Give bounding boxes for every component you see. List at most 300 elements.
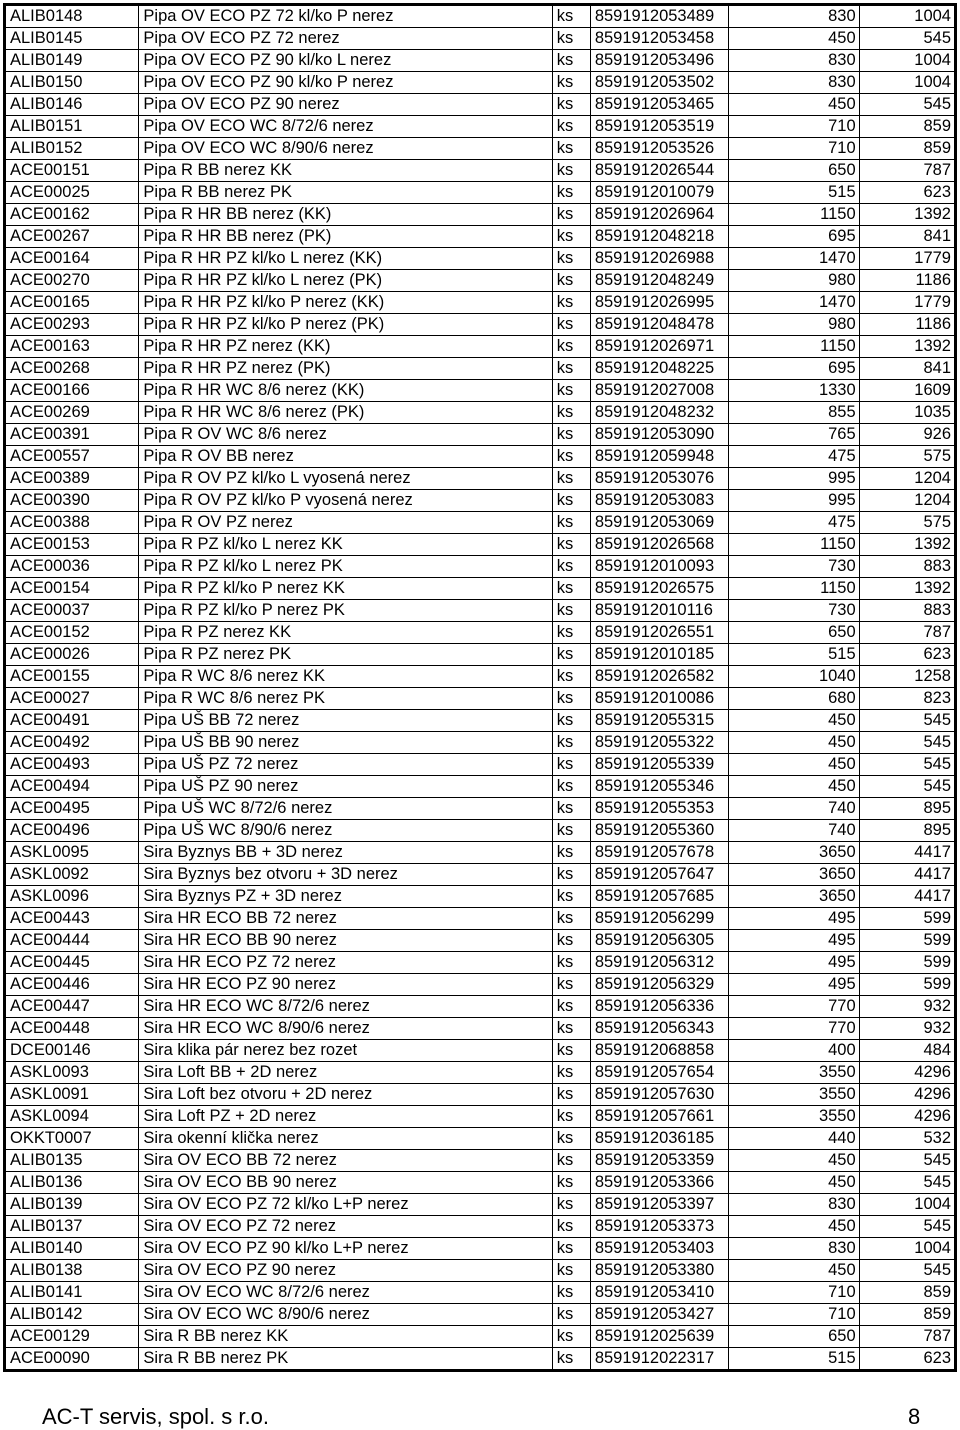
price-cell: 450	[729, 1216, 859, 1238]
item-code-cell: ACE00494	[5, 776, 139, 798]
table-row	[5, 490, 956, 512]
price-vat-cell: 1186	[859, 314, 955, 336]
item-code-cell: ACE00162	[5, 204, 139, 226]
ean-cell: 8591912026575	[590, 578, 728, 600]
unit-cell: ks	[552, 292, 590, 314]
ean-cell: 8591912053403	[590, 1238, 728, 1260]
ean-cell: 8591912055322	[590, 732, 728, 754]
ean-cell: 8591912026568	[590, 534, 728, 556]
item-code-cell: ACE00152	[5, 622, 139, 644]
item-name-cell: Sira OV ECO BB 90 nerez	[139, 1172, 552, 1194]
item-name-cell: Sira OV ECO PZ 72 nerez	[139, 1216, 552, 1238]
table-row	[5, 358, 956, 380]
item-code-cell: ACE00037	[5, 600, 139, 622]
price-vat-cell: 4417	[859, 886, 955, 908]
price-vat-cell: 787	[859, 1326, 955, 1348]
item-name-cell: Pipa R HR WC 8/6 nerez (KK)	[139, 380, 552, 402]
item-name-cell: Pipa OV ECO PZ 72 nerez	[139, 28, 552, 50]
item-name-cell: Sira Byznys PZ + 3D nerez	[139, 886, 552, 908]
unit-cell: ks	[552, 424, 590, 446]
table-row	[5, 50, 956, 72]
ean-cell: 8591912056299	[590, 908, 728, 930]
item-name-cell: Pipa R PZ kl/ko P nerez PK	[139, 600, 552, 622]
ean-cell: 8591912057661	[590, 1106, 728, 1128]
unit-cell: ks	[552, 72, 590, 94]
item-code-cell: ALIB0152	[5, 138, 139, 160]
ean-cell: 8591912027008	[590, 380, 728, 402]
price-cell: 515	[729, 1348, 859, 1371]
item-name-cell: Sira HR ECO BB 72 nerez	[139, 908, 552, 930]
unit-cell: ks	[552, 1018, 590, 1040]
ean-cell: 8591912053397	[590, 1194, 728, 1216]
item-code-cell: ACE00165	[5, 292, 139, 314]
price-cell: 450	[729, 776, 859, 798]
price-vat-cell: 1004	[859, 5, 955, 28]
unit-cell: ks	[552, 402, 590, 424]
unit-cell: ks	[552, 578, 590, 600]
unit-cell: ks	[552, 204, 590, 226]
unit-cell: ks	[552, 1194, 590, 1216]
item-code-cell: ACE00270	[5, 270, 139, 292]
table-row	[5, 468, 956, 490]
price-vat-cell: 787	[859, 160, 955, 182]
ean-cell: 8591912059948	[590, 446, 728, 468]
item-name-cell: Sira R BB nerez PK	[139, 1348, 552, 1371]
price-cell: 400	[729, 1040, 859, 1062]
price-cell: 495	[729, 974, 859, 996]
table-row	[5, 908, 956, 930]
price-vat-cell: 545	[859, 776, 955, 798]
unit-cell: ks	[552, 116, 590, 138]
unit-cell: ks	[552, 28, 590, 50]
item-code-cell: ACE00151	[5, 160, 139, 182]
item-name-cell: Pipa R HR PZ kl/ko L nerez (KK)	[139, 248, 552, 270]
price-cell: 765	[729, 424, 859, 446]
price-vat-cell: 932	[859, 996, 955, 1018]
ean-cell: 8591912048232	[590, 402, 728, 424]
table-row	[5, 1172, 956, 1194]
table-row	[5, 116, 956, 138]
item-code-cell: ALIB0151	[5, 116, 139, 138]
ean-cell: 8591912057654	[590, 1062, 728, 1084]
item-code-cell: ACE00164	[5, 248, 139, 270]
item-name-cell: Pipa UŠ BB 72 nerez	[139, 710, 552, 732]
item-name-cell: Sira HR ECO PZ 90 nerez	[139, 974, 552, 996]
ean-cell: 8591912053359	[590, 1150, 728, 1172]
price-vat-cell: 623	[859, 644, 955, 666]
item-code-cell: ASKL0095	[5, 842, 139, 864]
unit-cell: ks	[552, 1172, 590, 1194]
table-row	[5, 336, 956, 358]
table-row	[5, 72, 956, 94]
item-code-cell: ALIB0142	[5, 1304, 139, 1326]
item-name-cell: Pipa R PZ nerez KK	[139, 622, 552, 644]
item-code-cell: ACE00496	[5, 820, 139, 842]
price-cell: 495	[729, 952, 859, 974]
item-name-cell: Pipa R BB nerez PK	[139, 182, 552, 204]
ean-cell: 8591912048478	[590, 314, 728, 336]
unit-cell: ks	[552, 270, 590, 292]
price-vat-cell: 1186	[859, 270, 955, 292]
price-vat-cell: 599	[859, 974, 955, 996]
unit-cell: ks	[552, 490, 590, 512]
unit-cell: ks	[552, 622, 590, 644]
price-cell: 855	[729, 402, 859, 424]
price-vat-cell: 1204	[859, 468, 955, 490]
table-row	[5, 138, 956, 160]
unit-cell: ks	[552, 1150, 590, 1172]
unit-cell: ks	[552, 798, 590, 820]
unit-cell: ks	[552, 1062, 590, 1084]
item-name-cell: Pipa OV ECO PZ 72 kl/ko P nerez	[139, 5, 552, 28]
item-code-cell: ASKL0091	[5, 1084, 139, 1106]
ean-cell: 8591912010185	[590, 644, 728, 666]
item-code-cell: ACE00446	[5, 974, 139, 996]
item-name-cell: Pipa R OV BB nerez	[139, 446, 552, 468]
unit-cell: ks	[552, 5, 590, 28]
ean-cell: 8591912053069	[590, 512, 728, 534]
price-cell: 710	[729, 1304, 859, 1326]
ean-cell: 8591912056305	[590, 930, 728, 952]
table-row	[5, 1348, 956, 1371]
unit-cell: ks	[552, 688, 590, 710]
item-name-cell: Pipa R PZ kl/ko L nerez PK	[139, 556, 552, 578]
item-name-cell: Pipa R PZ nerez PK	[139, 644, 552, 666]
unit-cell: ks	[552, 94, 590, 116]
item-code-cell: ACE00026	[5, 644, 139, 666]
price-vat-cell: 599	[859, 952, 955, 974]
item-name-cell: Pipa R HR BB nerez (PK)	[139, 226, 552, 248]
item-name-cell: Pipa UŠ PZ 72 nerez	[139, 754, 552, 776]
price-vat-cell: 1392	[859, 578, 955, 600]
item-name-cell: Pipa UŠ BB 90 nerez	[139, 732, 552, 754]
price-cell: 830	[729, 72, 859, 94]
item-code-cell: ALIB0136	[5, 1172, 139, 1194]
price-vat-cell: 1779	[859, 248, 955, 270]
unit-cell: ks	[552, 1128, 590, 1150]
price-vat-cell: 484	[859, 1040, 955, 1062]
price-cell: 1150	[729, 578, 859, 600]
item-name-cell: Pipa R OV PZ nerez	[139, 512, 552, 534]
ean-cell: 8591912056343	[590, 1018, 728, 1040]
item-name-cell: Pipa R OV PZ kl/ko L vyosená nerez	[139, 468, 552, 490]
price-cell: 830	[729, 1194, 859, 1216]
table-row	[5, 776, 956, 798]
table-row	[5, 1062, 956, 1084]
price-list-body	[5, 5, 956, 1371]
table-row	[5, 94, 956, 116]
price-vat-cell: 1392	[859, 534, 955, 556]
item-code-cell: ACE00391	[5, 424, 139, 446]
ean-cell: 8591912026995	[590, 292, 728, 314]
unit-cell: ks	[552, 1304, 590, 1326]
unit-cell: ks	[552, 974, 590, 996]
price-vat-cell: 545	[859, 1172, 955, 1194]
unit-cell: ks	[552, 886, 590, 908]
item-code-cell: ACE00268	[5, 358, 139, 380]
price-vat-cell: 545	[859, 732, 955, 754]
item-code-cell: ACE00163	[5, 336, 139, 358]
price-cell: 980	[729, 314, 859, 336]
item-code-cell: ACE00447	[5, 996, 139, 1018]
price-vat-cell: 545	[859, 1150, 955, 1172]
table-row	[5, 204, 956, 226]
item-name-cell: Sira HR ECO WC 8/72/6 nerez	[139, 996, 552, 1018]
item-code-cell: ALIB0138	[5, 1260, 139, 1282]
item-code-cell: ACE00155	[5, 666, 139, 688]
item-name-cell: Pipa OV ECO WC 8/72/6 nerez	[139, 116, 552, 138]
unit-cell: ks	[552, 248, 590, 270]
price-vat-cell: 623	[859, 182, 955, 204]
item-name-cell: Sira HR ECO BB 90 nerez	[139, 930, 552, 952]
price-vat-cell: 1004	[859, 72, 955, 94]
ean-cell: 8591912053526	[590, 138, 728, 160]
unit-cell: ks	[552, 138, 590, 160]
item-code-cell: ALIB0148	[5, 5, 139, 28]
price-vat-cell: 4417	[859, 842, 955, 864]
item-name-cell: Sira Loft bez otvoru + 2D nerez	[139, 1084, 552, 1106]
ean-cell: 8591912057647	[590, 864, 728, 886]
price-vat-cell: 545	[859, 754, 955, 776]
table-row	[5, 380, 956, 402]
price-vat-cell: 859	[859, 1282, 955, 1304]
unit-cell: ks	[552, 182, 590, 204]
table-row	[5, 512, 956, 534]
price-cell: 450	[729, 710, 859, 732]
item-name-cell: Pipa R HR BB nerez (KK)	[139, 204, 552, 226]
item-name-cell: Pipa R HR PZ kl/ko P nerez (KK)	[139, 292, 552, 314]
ean-cell: 8591912053373	[590, 1216, 728, 1238]
ean-cell: 8591912055360	[590, 820, 728, 842]
item-name-cell: Sira OV ECO WC 8/72/6 nerez	[139, 1282, 552, 1304]
price-cell: 770	[729, 996, 859, 1018]
table-row	[5, 820, 956, 842]
item-code-cell: ACE00491	[5, 710, 139, 732]
item-code-cell: ALIB0149	[5, 50, 139, 72]
table-row	[5, 1128, 956, 1150]
table-row	[5, 1216, 956, 1238]
price-cell: 3650	[729, 886, 859, 908]
table-row	[5, 1018, 956, 1040]
item-code-cell: ACE00090	[5, 1348, 139, 1371]
price-cell: 1150	[729, 204, 859, 226]
unit-cell: ks	[552, 776, 590, 798]
item-code-cell: ALIB0146	[5, 94, 139, 116]
unit-cell: ks	[552, 600, 590, 622]
unit-cell: ks	[552, 512, 590, 534]
item-name-cell: Sira Byznys BB + 3D nerez	[139, 842, 552, 864]
ean-cell: 8591912056336	[590, 996, 728, 1018]
ean-cell: 8591912055315	[590, 710, 728, 732]
unit-cell: ks	[552, 644, 590, 666]
price-cell: 710	[729, 116, 859, 138]
price-cell: 3650	[729, 864, 859, 886]
item-code-cell: ACE00492	[5, 732, 139, 754]
unit-cell: ks	[552, 1348, 590, 1371]
price-cell: 450	[729, 732, 859, 754]
item-code-cell: ALIB0140	[5, 1238, 139, 1260]
item-name-cell: Pipa OV ECO PZ 90 kl/ko P nerez	[139, 72, 552, 94]
unit-cell: ks	[552, 666, 590, 688]
ean-cell: 8591912026551	[590, 622, 728, 644]
price-vat-cell: 926	[859, 424, 955, 446]
ean-cell: 8591912053380	[590, 1260, 728, 1282]
price-cell: 3550	[729, 1084, 859, 1106]
unit-cell: ks	[552, 446, 590, 468]
ean-cell: 8591912053489	[590, 5, 728, 28]
item-name-cell: Pipa R OV WC 8/6 nerez	[139, 424, 552, 446]
ean-cell: 8591912053496	[590, 50, 728, 72]
ean-cell: 8591912068858	[590, 1040, 728, 1062]
price-cell: 995	[729, 490, 859, 512]
item-code-cell: ACE00493	[5, 754, 139, 776]
unit-cell: ks	[552, 468, 590, 490]
table-row	[5, 160, 956, 182]
item-name-cell: Sira Byznys bez otvoru + 3D nerez	[139, 864, 552, 886]
price-vat-cell: 787	[859, 622, 955, 644]
price-vat-cell: 1258	[859, 666, 955, 688]
ean-cell: 8591912053458	[590, 28, 728, 50]
ean-cell: 8591912055339	[590, 754, 728, 776]
price-cell: 650	[729, 1326, 859, 1348]
table-row	[5, 842, 956, 864]
item-name-cell: Pipa R WC 8/6 nerez KK	[139, 666, 552, 688]
price-vat-cell: 623	[923, 1349, 951, 1367]
item-code-cell: ACE00390	[5, 490, 139, 512]
item-name-cell: Pipa OV ECO WC 8/90/6 nerez	[139, 138, 552, 160]
price-cell: 475	[729, 512, 859, 534]
price-cell: 1040	[729, 666, 859, 688]
price-vat-cell: 823	[859, 688, 955, 710]
item-code-cell: ALIB0137	[5, 1216, 139, 1238]
ean-cell: 8591912055353	[590, 798, 728, 820]
unit-cell: ks	[552, 556, 590, 578]
item-name-cell: Pipa UŠ WC 8/90/6 nerez	[139, 820, 552, 842]
unit-cell: ks	[552, 50, 590, 72]
table-row	[5, 1194, 956, 1216]
unit-cell: ks	[552, 1238, 590, 1260]
item-code-cell: ACE00495	[5, 798, 139, 820]
ean-cell: 8591912010093	[590, 556, 728, 578]
price-vat-cell: 4296	[859, 1084, 955, 1106]
table-row	[5, 1040, 956, 1062]
item-name-cell: Sira klika pár nerez bez rozet	[139, 1040, 552, 1062]
table-row	[5, 248, 956, 270]
price-cell: 710	[729, 138, 859, 160]
item-code-cell: ACE00269	[5, 402, 139, 424]
table-row	[5, 798, 956, 820]
price-cell: 695	[729, 226, 859, 248]
table-row	[5, 754, 956, 776]
price-cell: 830	[729, 1238, 859, 1260]
table-row	[5, 644, 956, 666]
ean-cell: 8591912026964	[590, 204, 728, 226]
item-code-cell: ACE00389	[5, 468, 139, 490]
price-vat-cell: 4296	[859, 1062, 955, 1084]
price-cell: 830	[729, 50, 859, 72]
item-code-cell: ALIB0150	[5, 72, 139, 94]
item-name-cell: Sira Loft BB + 2D nerez	[139, 1062, 552, 1084]
item-code-cell: ACE00166	[5, 380, 139, 402]
ean-cell: 8591912053410	[590, 1282, 728, 1304]
price-cell: 440	[729, 1128, 859, 1150]
item-code-cell: ASKL0092	[5, 864, 139, 886]
price-cell: 710	[729, 1282, 859, 1304]
table-row	[5, 1304, 956, 1326]
ean-cell: 8591912053366	[590, 1172, 728, 1194]
table-row	[5, 5, 956, 28]
price-vat-cell: 545	[859, 28, 955, 50]
footer-company-name: AC-T servis, spol. s r.o.	[42, 1404, 269, 1429]
price-vat-cell: 895	[859, 820, 955, 842]
ean-cell: 8591912057630	[590, 1084, 728, 1106]
price-vat-cell: 599	[859, 908, 955, 930]
price-cell: 995	[729, 468, 859, 490]
ean-cell: 8591912053502	[590, 72, 728, 94]
item-name-cell: Pipa UŠ WC 8/72/6 nerez	[139, 798, 552, 820]
price-cell: 515	[729, 182, 859, 204]
price-cell: 695	[729, 358, 859, 380]
ean-cell: 8591912026971	[590, 336, 728, 358]
unit-cell: ks	[552, 842, 590, 864]
ean-cell: 8591912055346	[590, 776, 728, 798]
price-vat-cell: 883	[859, 600, 955, 622]
unit-cell: ks	[552, 1216, 590, 1238]
item-code-cell: ACE00557	[5, 446, 139, 468]
item-code-cell: OKKT0007	[5, 1128, 139, 1150]
table-row	[5, 710, 956, 732]
item-code-cell: ALIB0135	[5, 1150, 139, 1172]
price-vat-cell: 1004	[859, 1194, 955, 1216]
item-code-cell: ASKL0096	[5, 886, 139, 908]
ean-cell: 8591912053076	[590, 468, 728, 490]
price-vat-cell: 532	[859, 1128, 955, 1150]
price-vat-cell: 859	[859, 1304, 955, 1326]
price-vat-cell: 1004	[859, 1238, 955, 1260]
table-row	[5, 446, 956, 468]
unit-cell: ks	[552, 314, 590, 336]
price-cell: 1470	[729, 292, 859, 314]
price-cell: 3550	[729, 1062, 859, 1084]
table-row	[5, 666, 956, 688]
table-row	[5, 1084, 956, 1106]
ean-cell: 8591912010079	[590, 182, 728, 204]
item-name-cell: Sira okenní klička nerez	[139, 1128, 552, 1150]
price-vat-cell: 1204	[859, 490, 955, 512]
price-vat-cell: 1035	[859, 402, 955, 424]
table-row	[5, 1238, 956, 1260]
table-row	[5, 622, 956, 644]
price-cell: 730	[729, 600, 859, 622]
table-row	[5, 1106, 956, 1128]
table-row	[5, 270, 956, 292]
price-cell: 650	[729, 622, 859, 644]
price-vat-cell: 545	[859, 94, 955, 116]
unit-cell: ks	[552, 864, 590, 886]
price-list-table	[3, 3, 957, 1372]
price-cell: 1330	[729, 380, 859, 402]
price-cell: 740	[729, 798, 859, 820]
item-code-cell: ACE00388	[5, 512, 139, 534]
unit-cell: ks	[552, 534, 590, 556]
item-name-cell: Sira OV ECO PZ 90 kl/ko L+P nerez	[139, 1238, 552, 1260]
unit-cell: ks	[552, 930, 590, 952]
item-name-cell: Pipa OV ECO PZ 90 kl/ko L nerez	[139, 50, 552, 72]
ean-cell: 8591912053427	[590, 1304, 728, 1326]
table-row	[5, 402, 956, 424]
table-row	[5, 600, 956, 622]
ean-cell: 8591912025639	[590, 1326, 728, 1348]
